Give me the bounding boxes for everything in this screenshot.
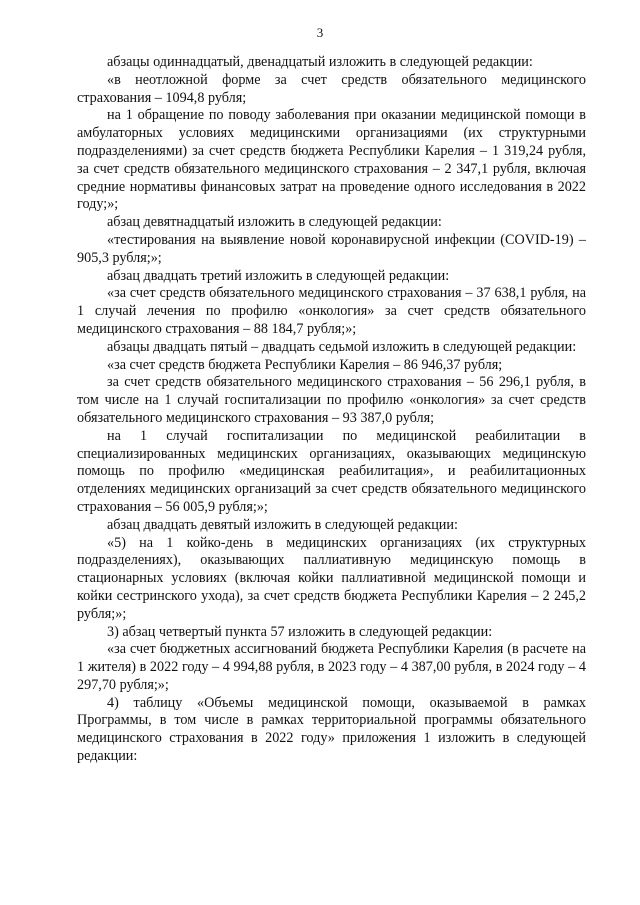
- paragraph: абзац двадцать третий изложить в следующей редакции:: [107, 267, 450, 284]
- paragraph: за счет средств обязательного медицинского страхования – 56 296,1 рубля, в том числе на 1 случай госпитализации по профилю «онкология» за счет средств обязательного медицинского страхования – 93 387,0 рубля;: [77, 374, 586, 426]
- paragraph: «за счет средств бюджета Республики Карелия – 86 946,37 рубля;: [107, 356, 503, 373]
- paragraph: «5) на 1 койко-день в медицинских организациях (их структурных подразделениях), оказывающих паллиативную медицинскую помощь в стационарных условиях (включая койки паллиативной медицинской помощи и койки сестринского ухода), за счет средств бюджета Республики Карелия – 2 245,2 рубля;»;: [77, 534, 586, 622]
- paragraph: 3) абзац четвертый пункта 57 изложить в следующей редакции:: [107, 623, 493, 640]
- paragraph: 4) таблицу «Объемы медицинской помощи, оказываемой в рамках Программы, в том числе в рамках территориальной программы обязательного медицинского страхования в 2022 году» приложения 1 изложить в следующей редакции:: [77, 694, 586, 765]
- paragraph: на 1 обращение по поводу заболевания при оказании медицинской помощи в амбулаторных условиях медицинскими организациями (их структурными подразделениями) за счет средств бюджета Республики Карелия – 1 319,24 рубля, за счет средств обязательного медицинского страхования – 2 347,1 рубля, включая средние нормативы финансовых затрат на проведение одного исследования в 2022 году;»;: [77, 107, 586, 213]
- paragraph: абзац двадцать девятый изложить в следующей редакции:: [107, 516, 458, 533]
- paragraph: абзац девятнадцатый изложить в следующей редакции:: [107, 214, 442, 231]
- paragraph: «за счет средств обязательного медицинского страхования – 37 638,1 рубля, на 1 случай лечения по профилю «онкология» за счет средств обязательного медицинского страхования – 88 184,7 рубля;»;: [77, 285, 586, 337]
- page-number: 3: [316, 25, 324, 40]
- paragraph: абзацы двадцать пятый – двадцать седьмой изложить в следующей редакции:: [107, 338, 577, 355]
- paragraph: абзацы одиннадцатый, двенадцатый изложить в следующей редакции:: [107, 54, 533, 70]
- paragraph: «в неотложной форме за счет средств обязательного медицинского страхования – 1094,8 рубля;: [77, 71, 586, 106]
- paragraph: на 1 случай госпитализации по медицинской реабилитации в специализированных медицинских организациях, оказывающих медицинскую помощь по профилю «медицинская реабилитация», и реабилитационных отделениях медицинских организаций за счет средств обязательного медицинского страхования – 56 005,9 рубля;»;: [77, 427, 586, 515]
- paragraph: «за счет бюджетных ассигнований бюджета Республики Карелия (в расчете на 1 жителя) в 2022 году – 4 994,88 рубля, в 2023 году – 4 387,00 рубля, в 2024 году – 4 297,70 рубля;»;: [77, 641, 586, 693]
- document-body: [77, 54, 586, 766]
- paragraph: «тестирования на выявление новой коронавирусной инфекции (COVID-19) – 905,3 рубля;»;: [77, 231, 586, 266]
